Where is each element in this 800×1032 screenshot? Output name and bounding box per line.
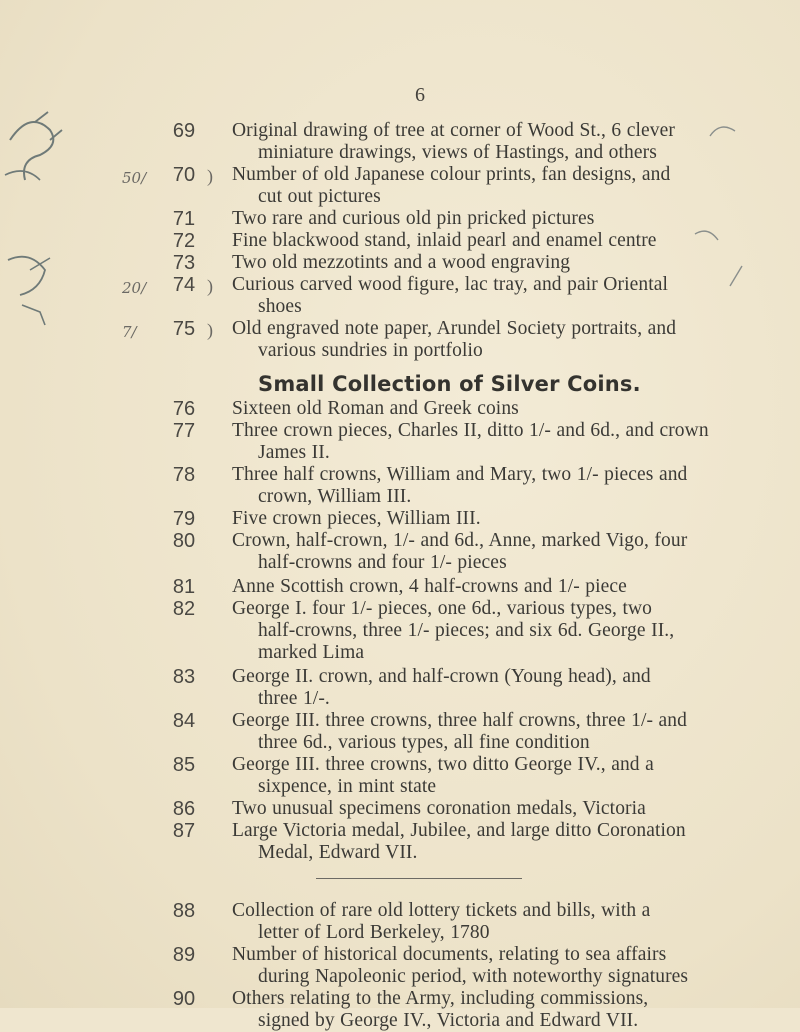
lot-text-line: Large Victoria medal, Jubilee, and large ditto Coronation xyxy=(232,820,686,841)
lot-text-line: Curious carved wood figure, lac tray, and pair Oriental xyxy=(232,274,668,295)
lot-text-line: George III. three crowns, two ditto George IV., and a xyxy=(232,754,654,775)
lot-description xyxy=(232,754,716,798)
lot-text-continuation: marked Lima xyxy=(258,642,365,663)
section-divider xyxy=(316,878,522,879)
lot-description xyxy=(232,798,716,820)
lot-text-line: Number of old Japanese colour prints, fan designs, and xyxy=(232,164,671,185)
lot-text-continuation: three 1/-. xyxy=(258,688,330,709)
handwritten-price: 50/ xyxy=(122,169,147,187)
lot-text-continuation: miniature drawings, views of Hastings, and others xyxy=(258,142,657,163)
lot-number: 87 xyxy=(172,820,196,842)
lot-text-line: George II. crown, and half-crown (Young head), and xyxy=(232,666,651,687)
lot-number: 80 xyxy=(172,530,196,552)
lot-text-line: Two unusual specimens coronation medals, Victoria xyxy=(232,798,646,819)
lot-number: 74 xyxy=(172,274,196,296)
lot-description xyxy=(232,900,716,944)
lot-text-continuation: various sundries in portfolio xyxy=(258,340,483,361)
lot-description xyxy=(232,420,716,464)
lot-description xyxy=(232,398,716,420)
pencil-scribble-left-icon xyxy=(0,100,110,340)
lot-text-continuation: half-crowns, three 1/- pieces; and six 6d. George II., xyxy=(258,620,675,641)
lot-description xyxy=(232,710,716,754)
lot-number: 73 xyxy=(172,252,196,274)
lot-text-continuation: crown, William III. xyxy=(258,486,412,507)
lot-number: 70 xyxy=(172,164,196,186)
lot-number: 84 xyxy=(172,710,196,732)
lot-90 xyxy=(0,988,800,1031)
lot-description xyxy=(232,230,716,252)
lot-description xyxy=(232,164,716,208)
lot-description xyxy=(232,252,716,274)
handwritten-bracket: ) xyxy=(207,166,213,186)
lot-description xyxy=(232,208,716,230)
lot-text-continuation: shoes xyxy=(258,296,302,317)
lot-description xyxy=(232,598,716,664)
lot-description xyxy=(232,508,716,530)
lot-number: 72 xyxy=(172,230,196,252)
lot-description xyxy=(232,530,716,574)
lot-description xyxy=(232,576,716,598)
lot-text-continuation: sixpence, in mint state xyxy=(258,776,437,797)
lot-text-line: George III. three crowns, three half crowns, three 1/- and xyxy=(232,710,688,731)
lot-description xyxy=(232,988,716,1032)
handwritten-bracket: ) xyxy=(207,276,213,296)
lot-text-continuation: cut out pictures xyxy=(258,186,381,207)
section-heading: Small Collection of Silver Coins. xyxy=(258,372,641,396)
lot-text-line: Others relating to the Army, including commissions, xyxy=(232,988,649,1009)
lot-text-line: George I. four 1/- pieces, one 6d., various types, two xyxy=(232,598,653,619)
lot-number: 89 xyxy=(172,944,196,966)
lot-text-continuation: half-crowns and four 1/- pieces xyxy=(258,552,507,573)
lot-text-continuation: James II. xyxy=(258,442,330,463)
lot-text-line: Original drawing of tree at corner of Wood St., 6 clever xyxy=(232,120,675,141)
lot-text-line: Anne Scottish crown, 4 half-crowns and 1/- piece xyxy=(232,576,627,597)
lot-text-continuation: three 6d., various types, all fine condition xyxy=(258,732,590,753)
lot-text-continuation: during Napoleonic period, with noteworthy signatures xyxy=(258,966,689,987)
lot-text-continuation: signed by George IV., Victoria and Edward VII. xyxy=(258,1010,639,1031)
lot-number: 81 xyxy=(172,576,196,598)
lot-number: 76 xyxy=(172,398,196,420)
lot-number: 86 xyxy=(172,798,196,820)
lot-description xyxy=(232,944,716,988)
lot-text-line: Two old mezzotints and a wood engraving xyxy=(232,252,571,273)
lot-description xyxy=(232,820,716,864)
lot-number: 90 xyxy=(172,988,196,1010)
lot-number: 69 xyxy=(172,120,196,142)
lot-number: 75 xyxy=(172,318,196,340)
lot-text-line: Old engraved note paper, Arundel Society portraits, and xyxy=(232,318,677,339)
lot-number: 83 xyxy=(172,666,196,688)
page-number: 6 xyxy=(415,84,425,106)
lot-number: 82 xyxy=(172,598,196,620)
lot-text-line: Number of historical documents, relating to sea affairs xyxy=(232,944,667,965)
lot-text-line: Crown, half-crown, 1/- and 6d., Anne, marked Vigo, four xyxy=(232,530,688,551)
lot-description xyxy=(232,318,716,362)
lot-number: 71 xyxy=(172,208,196,230)
lot-description xyxy=(232,274,716,318)
lot-text-line: Fine blackwood stand, inlaid pearl and enamel centre xyxy=(232,230,657,251)
lot-number: 85 xyxy=(172,754,196,776)
lot-number: 78 xyxy=(172,464,196,486)
lot-text-line: Collection of rare old lottery tickets and bills, with a xyxy=(232,900,651,921)
handwritten-bracket: ) xyxy=(207,320,213,340)
lot-text-line: Three crown pieces, Charles II, ditto 1/- and 6d., and crown xyxy=(232,420,709,441)
lot-text-line: Two rare and curious old pin pricked pictures xyxy=(232,208,595,229)
lot-text-continuation: Medal, Edward VII. xyxy=(258,842,418,863)
handwritten-price: 20/ xyxy=(122,279,147,297)
lot-description xyxy=(232,120,716,164)
lot-text-continuation: letter of Lord Berkeley, 1780 xyxy=(258,922,490,943)
handwritten-price: 7/ xyxy=(122,323,137,341)
lot-text-line: Five crown pieces, William III. xyxy=(232,508,481,529)
lot-number: 88 xyxy=(172,900,196,922)
lot-number: 79 xyxy=(172,508,196,530)
lot-number: 77 xyxy=(172,420,196,442)
lot-text-line: Sixteen old Roman and Greek coins xyxy=(232,398,519,419)
lot-description xyxy=(232,666,716,710)
lot-text-line: Three half crowns, William and Mary, two 1/- pieces and xyxy=(232,464,688,485)
lot-description xyxy=(232,464,716,508)
